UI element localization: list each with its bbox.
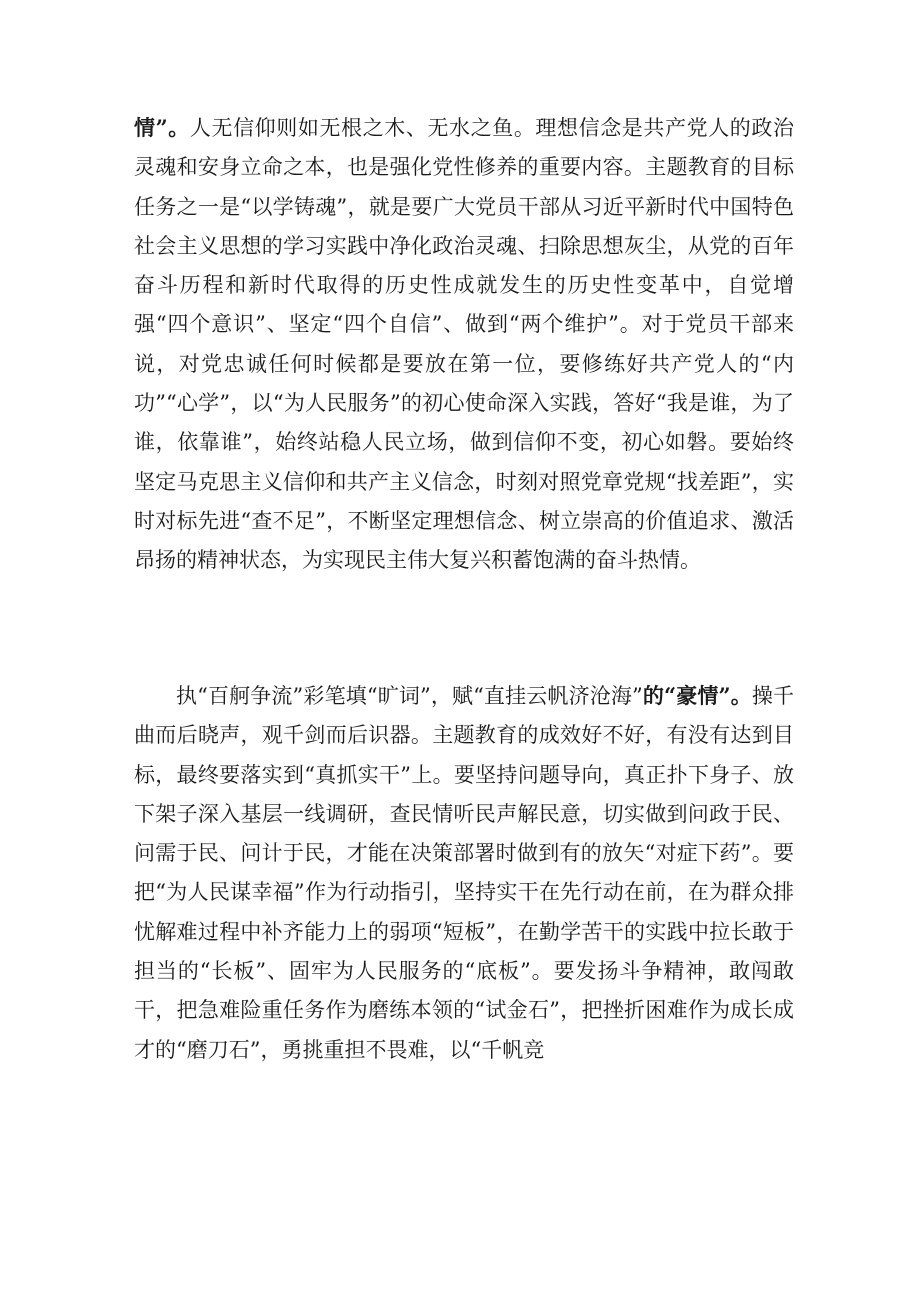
paragraph-2-text bbox=[134, 676, 794, 1070]
paragraph-1-body: 人无信仰则如无根之木、无水之鱼。理想信念是共产党人的政治灵魂和安身立命之本，也是强化党性修养的重要内容。主题教育的目标任务之一是“以学铸魂”，就是要广大党员干部从习近平新时代中国特色社会主义思想的学习实践中净化政治灵魂、扫除思想灰尘，从党的百年奋斗历程和新时代取得的历史性成就发生的历史性变革中，自觉增强“四个意识”、坚定“四个自信”、做到“两个维护”。对于党员干部来说，对党忠诚任何时候都是要放在第一位，要修练好共产党人的“内功”“心学”，以“为人民服务”的初心使命深入实践，答好“我是谁，为了谁，依靠谁”，始终站稳人民立场，做到信仰不变，初心如磐。要始终坚定马克思主义信仰和共产主义信念，时刻对照党章党规“找差距”，实时对标先进“查不足”，不断坚定理想信念、树立崇高的价值追求、激活昂扬的精神状态，为实现民主伟大复兴积蓄饱满的奋斗热情。 bbox=[134, 116, 794, 573]
paragraph-2 bbox=[134, 676, 794, 1070]
paragraph-2-body: 操千曲而后晓声，观千剑而后识器。主题教育的成效好不好，有没有达到目标，最终要落实到“真抓实干”上。要坚持问题导向，真正扑下身子、放下架子深入基层一线调研，查民情听民声解民意，切实做到问政于民、问需于民、问计于民，才能在决策部署时做到有的放矢“对症下药”。要把“为人民谋幸福”作为行动指引，坚持实干在先行动在前，在为群众排忧解难过程中补齐能力上的弱项“短板”，在勤学苦干的实践中拉长敢于担当的“长板”、固牢为人民服务的“底板”。要发扬斗争精神，敢闯敢干，把急难险重任务作为磨练本领的“试金石”，把挫折困难作为成长成才的“磨刀石”，勇挑重担不畏难，以“千帆竞 bbox=[134, 684, 794, 1062]
paragraph-2-heading: 执“百舸争流”彩笔填“旷词”，赋“直挂云帆济沧海” bbox=[176, 684, 643, 708]
paragraph-1-lead: 情”。 bbox=[134, 115, 190, 140]
paragraph-1-text bbox=[134, 108, 794, 581]
paragraph-2-heading-bold: 的“豪情”。 bbox=[642, 683, 752, 708]
paragraph-1 bbox=[134, 108, 794, 581]
